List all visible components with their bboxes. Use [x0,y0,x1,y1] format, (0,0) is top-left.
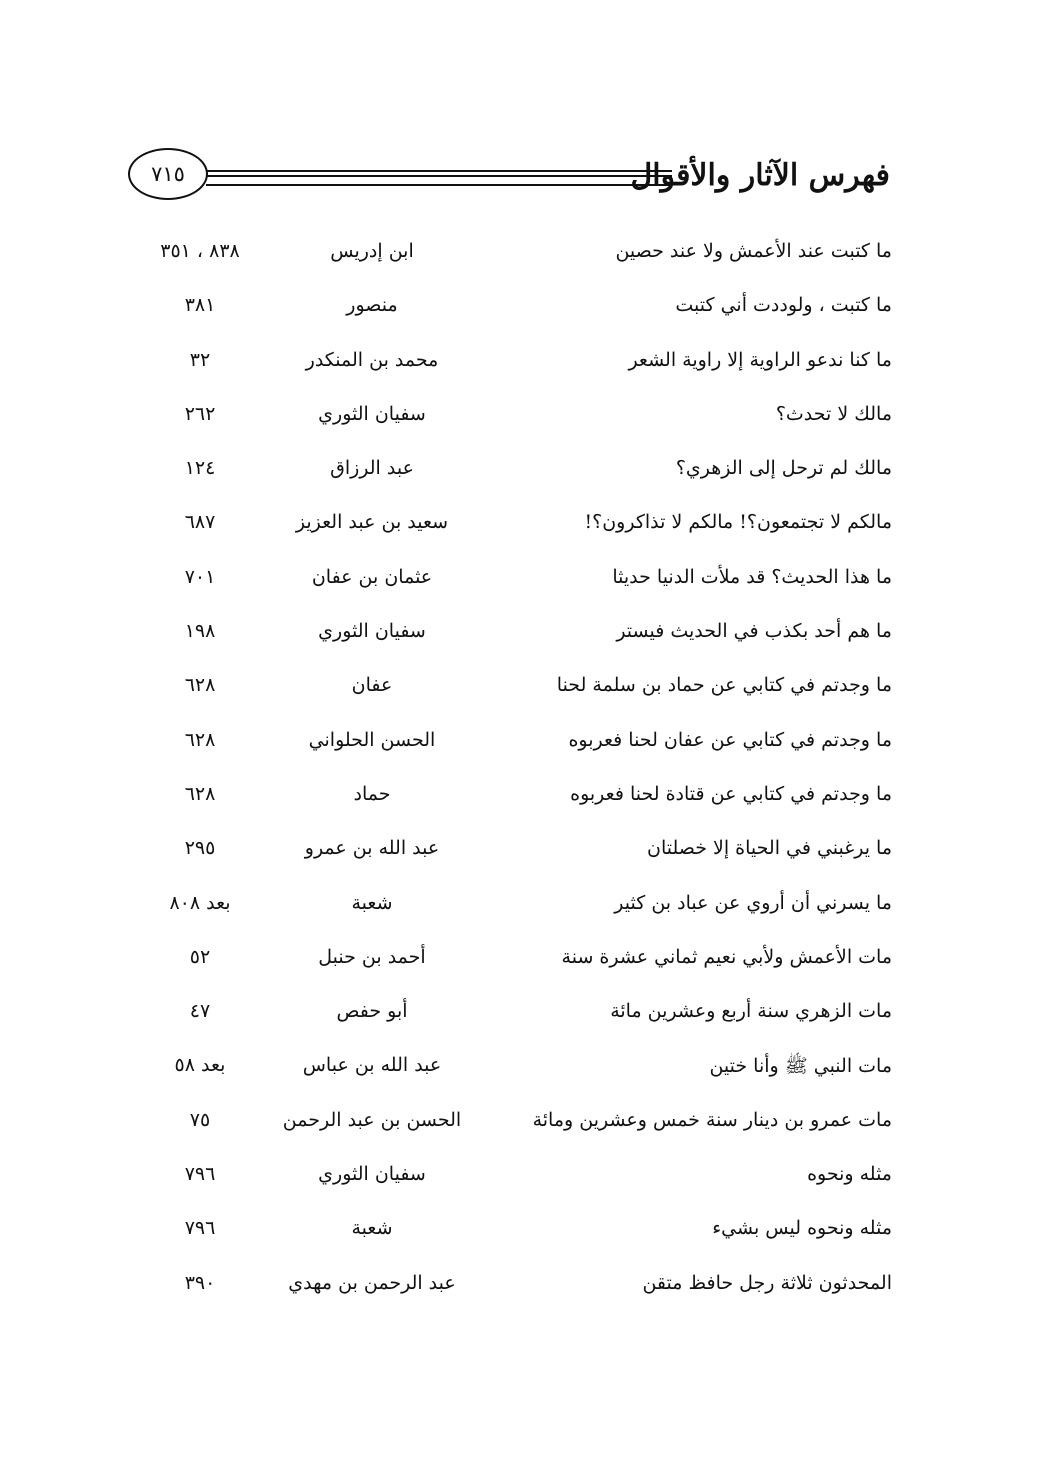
page-reference: ٧٩٦ [184,1217,216,1240]
saying-text: ما كتبت عند الأعمش ولا عند حصين [615,240,892,262]
table-row [140,1042,892,1096]
table-row [140,988,892,1042]
narrator-name: أحمد بن حنبل [318,945,426,968]
saying-text: مالك لم ترحل إلى الزهري؟ [675,457,892,480]
narrator-name: عفان [351,674,393,697]
saying-text: مالكم لا تجتمعون؟! مالكم لا تذاكرون؟! [584,511,892,534]
page-reference: ٥٢ [189,945,211,968]
narrator-name: شعبة [351,891,393,914]
saying-text: ما هم أحد بكذب في الحديث فيستر [616,620,892,643]
page-title: فهرس الآثار والأقوال [630,158,890,193]
saying-text: مات الزهري سنة أربع وعشرين مائة [610,1000,892,1023]
table-row [140,771,892,825]
header-rule [206,170,672,186]
table-row [140,554,892,608]
saying-text: ما يسرني أن أروي عن عباد بن كثير [614,891,892,914]
narrator-name: شعبة [351,1217,393,1240]
table-row [140,717,892,771]
narrator-name: منصور [346,294,398,317]
narrator-name: عبد الله بن عمرو [304,837,440,860]
table-row [140,391,892,445]
table-row [140,880,892,934]
narrator-name: محمد بن المنكدر [305,348,439,371]
saying-text: مثله ونحوه ليس بشيء [712,1217,892,1240]
saying-text: ما وجدتم في كتابي عن حماد بن سلمة لحنا [556,674,892,697]
saying-text: مات عمرو بن دينار سنة خمس وعشرين ومائة [532,1108,892,1131]
narrator-name: سفيان الثوري [318,1163,426,1186]
page-reference: ٣٩٠ [184,1271,216,1294]
saying-text: المحدثون ثلاثة رجل حافظ متقن [642,1271,892,1294]
table-row [140,934,892,988]
table-row [140,337,892,391]
table-row [140,1151,892,1205]
table-row [140,445,892,499]
narrator-name: أبو حفص [336,1000,408,1023]
narrator-name: الحسن بن عبد الرحمن [282,1108,462,1131]
table-row [140,1205,892,1259]
page-reference: ٦٢٨ [184,674,216,697]
page-reference: ١٩٨ [184,620,216,643]
saying-text: ما يرغبني في الحياة إلا خصلتان [646,837,892,860]
page-reference: ٤٧ [189,1000,211,1023]
table-row [140,1097,892,1151]
saying-text: ما كنا ندعو الراوية إلا راوية الشعر [628,348,892,371]
table-row [140,282,892,336]
index-table [140,228,892,1314]
narrator-name: عبد الله بن عباس [302,1054,442,1077]
saying-text: ما كتبت ، ولوددت أني كتبت [675,294,892,317]
table-row [140,228,892,282]
page-reference: ٦٨٧ [184,511,216,534]
page-reference: ٧٥ [189,1108,211,1131]
page-reference: ٦٢٨ [184,728,216,751]
narrator-name: سفيان الثوري [318,620,426,643]
table-row [140,1260,892,1314]
saying-text: مالك لا تحدث؟ [775,402,892,425]
saying-text: مثله ونحوه [807,1163,892,1186]
narrator-name: سعيد بن عبد العزيز [295,511,449,534]
saying-text: ما وجدتم في كتابي عن قتادة لحنا فعربوه [570,782,892,805]
page-reference: ٦٢٨ [184,782,216,805]
page-reference: ٣٨١ [184,294,216,317]
narrator-name: عبد الرزاق [330,457,414,480]
table-row [140,499,892,553]
narrator-name: الحسن الحلواني [308,728,436,751]
table-row [140,825,892,879]
page-reference: بعد ٨٠٨ [169,891,231,914]
page-reference: ٢٦٢ [184,402,216,425]
page-reference: ٨٣٨ ، ٣٥١ [160,240,240,262]
page-reference: ٧٠١ [184,565,216,588]
saying-text: ما هذا الحديث؟ قد ملأت الدنيا حديثا [612,565,892,588]
narrator-name: عثمان بن عفان [311,565,433,588]
narrator-name: حماد [353,782,391,805]
table-row [140,608,892,662]
page-reference: ٣٢ [189,348,211,371]
page-number: ٧١٥ [128,148,208,200]
saying-text: ما وجدتم في كتابي عن عفان لحنا فعربوه [568,728,892,751]
saying-text: مات النبي ﷺ وأنا ختين [709,1055,892,1078]
narrator-name: سفيان الثوري [318,402,426,425]
table-row [140,662,892,716]
narrator-name: ابن إدريس [330,240,414,262]
page-reference: ١٢٤ [184,457,216,480]
narrator-name: عبد الرحمن بن مهدي [288,1271,456,1294]
page-reference: ٧٩٦ [184,1163,216,1186]
page-reference: بعد ٥٨ [174,1054,226,1077]
saying-text: مات الأعمش ولأبي نعيم ثماني عشرة سنة [561,945,892,968]
page-reference: ٢٩٥ [184,837,216,860]
page-header [128,148,890,208]
